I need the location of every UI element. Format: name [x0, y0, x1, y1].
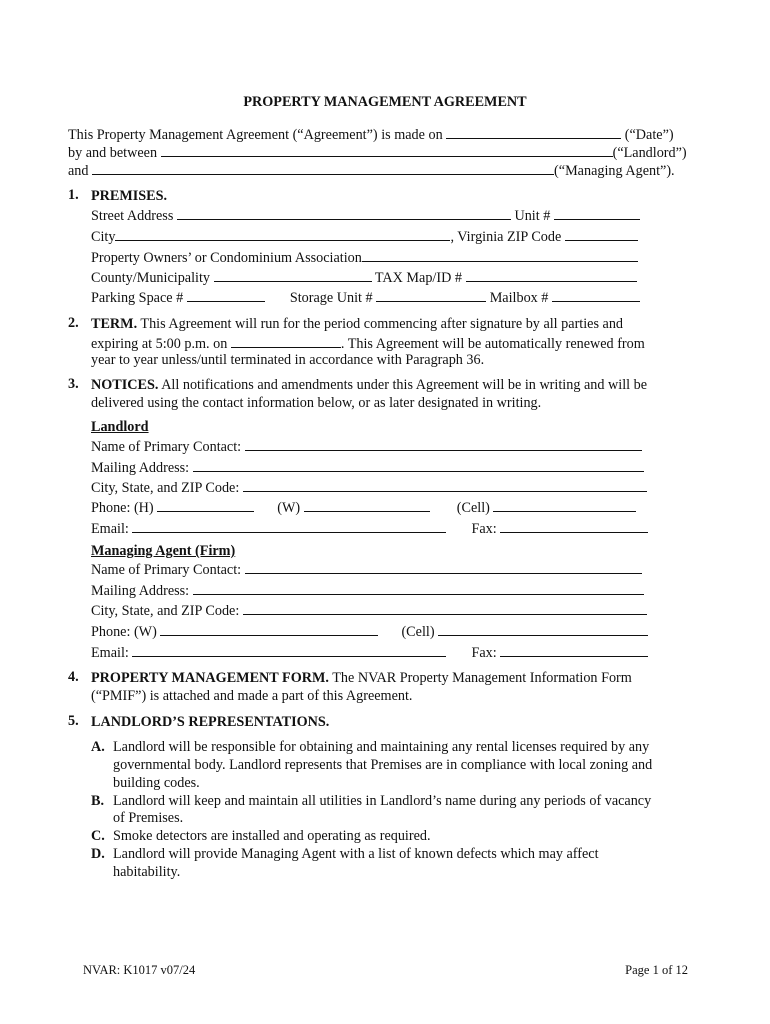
intro-line-3 — [68, 160, 675, 180]
landlord-email-label: Email: — [91, 521, 129, 537]
agent-citystate-row — [91, 600, 647, 620]
section-3-number: 3. — [68, 376, 79, 392]
agent-email-row — [91, 642, 648, 662]
section-2-text-1: This Agreement will run for the period commencing after signature by all parties and — [140, 316, 624, 332]
county-field[interactable] — [214, 267, 372, 282]
item-b-line-2: of Premises. — [113, 810, 184, 826]
intro-line2-text: by and between — [68, 145, 158, 161]
zip-field[interactable] — [565, 226, 638, 241]
intro-line3-text: and — [68, 163, 89, 179]
parking-label: Parking Space # — [91, 290, 184, 306]
agent-phone-work-label: Phone: (W) — [91, 624, 157, 640]
landlord-phone-home-field[interactable] — [157, 497, 254, 512]
section-4-line-2: (“PMIF”) is attached and made a part of this Agreement. — [91, 688, 413, 704]
landlord-primary-label: Name of Primary Contact: — [91, 439, 242, 455]
section-2-number: 2. — [68, 315, 79, 331]
item-c-letter: C. — [91, 828, 105, 844]
intro-line-1 — [68, 124, 674, 144]
landlord-email-field[interactable] — [132, 518, 446, 533]
item-b-line-1: Landlord will keep and maintain all utilities in Landlord’s name during any periods of vacancy — [113, 793, 652, 809]
expiration-date-field[interactable] — [231, 333, 341, 348]
city-label: City — [91, 229, 116, 245]
agent-cell-field[interactable] — [438, 621, 648, 636]
section-2-text-2a: expiring at 5:00 p.m. on — [91, 336, 228, 352]
zip-label: ZIP Code — [507, 229, 562, 245]
footer-form-id: NVAR: K1017 v07/24 — [83, 963, 196, 977]
street-address-row — [91, 205, 640, 225]
agent-citystate-label: City, State, and ZIP Code: — [91, 603, 240, 619]
document-title: PROPERTY MANAGEMENT AGREEMENT — [243, 94, 527, 110]
section-2-line-2 — [91, 333, 645, 353]
agent-subheading: Managing Agent (Firm) — [91, 543, 236, 559]
street-address-label: Street Address — [91, 208, 174, 224]
footer-page-number: Page 1 of 12 — [625, 963, 688, 977]
landlord-cell-field[interactable] — [493, 497, 636, 512]
agent-phone-work-field[interactable] — [160, 621, 378, 636]
landlord-fax-label: Fax: — [471, 521, 497, 537]
intro-line1-text: This Property Management Agreement (“Agreement”) is made on — [68, 127, 443, 143]
agent-cell-label: (Cell) — [401, 624, 435, 640]
agent-email-label: Email: — [91, 645, 129, 661]
agent-fax-field[interactable] — [500, 642, 648, 657]
item-d-line-2: habitability. — [113, 864, 181, 880]
section-4-heading: PROPERTY MANAGEMENT FORM. — [91, 670, 329, 686]
section-5-heading: LANDLORD’S REPRESENTATIONS. — [91, 714, 330, 730]
landlord-label: (“Landlord”) — [612, 145, 687, 161]
section-1-number: 1. — [68, 187, 79, 203]
landlord-subheading: Landlord — [91, 419, 149, 435]
item-a-line-2: governmental body. Landlord represents that Premises are in compliance with local zoning and — [113, 757, 653, 773]
taxmap-field[interactable] — [466, 267, 637, 282]
landlord-citystate-label: City, State, and ZIP Code: — [91, 480, 240, 496]
agent-primary-row — [91, 559, 642, 579]
unit-label: Unit # — [514, 208, 551, 224]
agent-mailing-row — [91, 580, 644, 600]
storage-field[interactable] — [376, 287, 486, 302]
agent-citystate-field[interactable] — [243, 600, 647, 615]
street-address-field[interactable] — [177, 205, 511, 220]
section-3-line-1 — [91, 376, 647, 394]
item-a-line-3: building codes. — [113, 775, 200, 791]
landlord-name-field[interactable] — [161, 142, 613, 157]
item-c-line-1: Smoke detectors are installed and operating as required. — [113, 828, 431, 844]
section-2-heading: TERM. — [91, 316, 138, 332]
managing-agent-label: (“Managing Agent”). — [554, 163, 675, 179]
parking-row — [91, 287, 640, 307]
item-a-letter: A. — [91, 739, 105, 755]
landlord-cell-label: (Cell) — [456, 500, 490, 516]
unit-field[interactable] — [554, 205, 640, 220]
taxmap-label: TAX Map/ID # — [374, 270, 462, 286]
date-label: (“Date”) — [624, 127, 674, 143]
intro-line-2 — [68, 142, 687, 162]
section-5-number: 5. — [68, 713, 79, 729]
landlord-phone-work-label: (W) — [277, 500, 301, 516]
landlord-mailing-address-field[interactable] — [193, 457, 644, 472]
parking-field[interactable] — [187, 287, 265, 302]
section-2-line-1 — [91, 315, 623, 333]
landlord-phone-home-label: Phone: (H) — [91, 500, 154, 516]
section-1-heading: PREMISES. — [91, 188, 168, 204]
item-d-line-1: Landlord will provide Managing Agent with a list of known defects which may affect — [113, 846, 599, 862]
section-4-text-1: The NVAR Property Management Information Form — [332, 670, 632, 686]
agent-primary-label: Name of Primary Contact: — [91, 562, 242, 578]
landlord-primary-contact-field[interactable] — [245, 436, 642, 451]
landlord-citystate-row — [91, 477, 647, 497]
item-b-letter: B. — [91, 793, 105, 809]
section-3-heading: NOTICES. — [91, 377, 159, 393]
mailbox-field[interactable] — [552, 287, 640, 302]
section-3-line-2: delivered using the contact information below, or as later designated in writing. — [91, 395, 542, 411]
mailbox-label: Mailbox # — [489, 290, 549, 306]
agent-mailing-address-field[interactable] — [193, 580, 644, 595]
landlord-phone-work-field[interactable] — [304, 497, 430, 512]
agent-fax-label: Fax: — [471, 645, 497, 661]
landlord-phone-row — [91, 497, 636, 517]
virginia-label: , Virginia — [450, 229, 504, 245]
landlord-primary-row — [91, 436, 642, 456]
storage-label: Storage Unit # — [289, 290, 373, 306]
association-label: Property Owners’ or Condominium Association — [91, 250, 362, 266]
section-2-text-2b: . This Agreement will be automatically renewed from — [340, 336, 645, 352]
landlord-citystate-field[interactable] — [243, 477, 647, 492]
agent-email-field[interactable] — [132, 642, 446, 657]
landlord-fax-field[interactable] — [500, 518, 648, 533]
landlord-email-row — [91, 518, 648, 538]
association-field[interactable] — [362, 247, 638, 262]
item-a-line-1: Landlord will be responsible for obtaining and maintaining any rental licenses required by any — [113, 739, 650, 755]
county-row — [91, 267, 637, 287]
association-row — [91, 247, 638, 267]
landlord-mailing-label: Mailing Address: — [91, 460, 190, 476]
agent-mailing-label: Mailing Address: — [91, 583, 190, 599]
county-label: County/Municipality — [91, 270, 211, 286]
landlord-mailing-row — [91, 457, 644, 477]
section-2-line-3: year to year unless/until terminated in accordance with Paragraph 36. — [91, 352, 485, 368]
managing-agent-name-field[interactable] — [92, 160, 554, 175]
city-field[interactable] — [115, 226, 450, 241]
agent-phone-row — [91, 621, 648, 641]
section-4-line-1 — [91, 669, 632, 687]
item-d-letter: D. — [91, 846, 105, 862]
agent-primary-contact-field[interactable] — [245, 559, 642, 574]
city-row — [91, 226, 638, 246]
section-3-text-1: All notifications and amendments under this Agreement will be in writing and will be — [161, 377, 648, 393]
section-4-number: 4. — [68, 669, 79, 685]
date-field[interactable] — [446, 124, 621, 139]
